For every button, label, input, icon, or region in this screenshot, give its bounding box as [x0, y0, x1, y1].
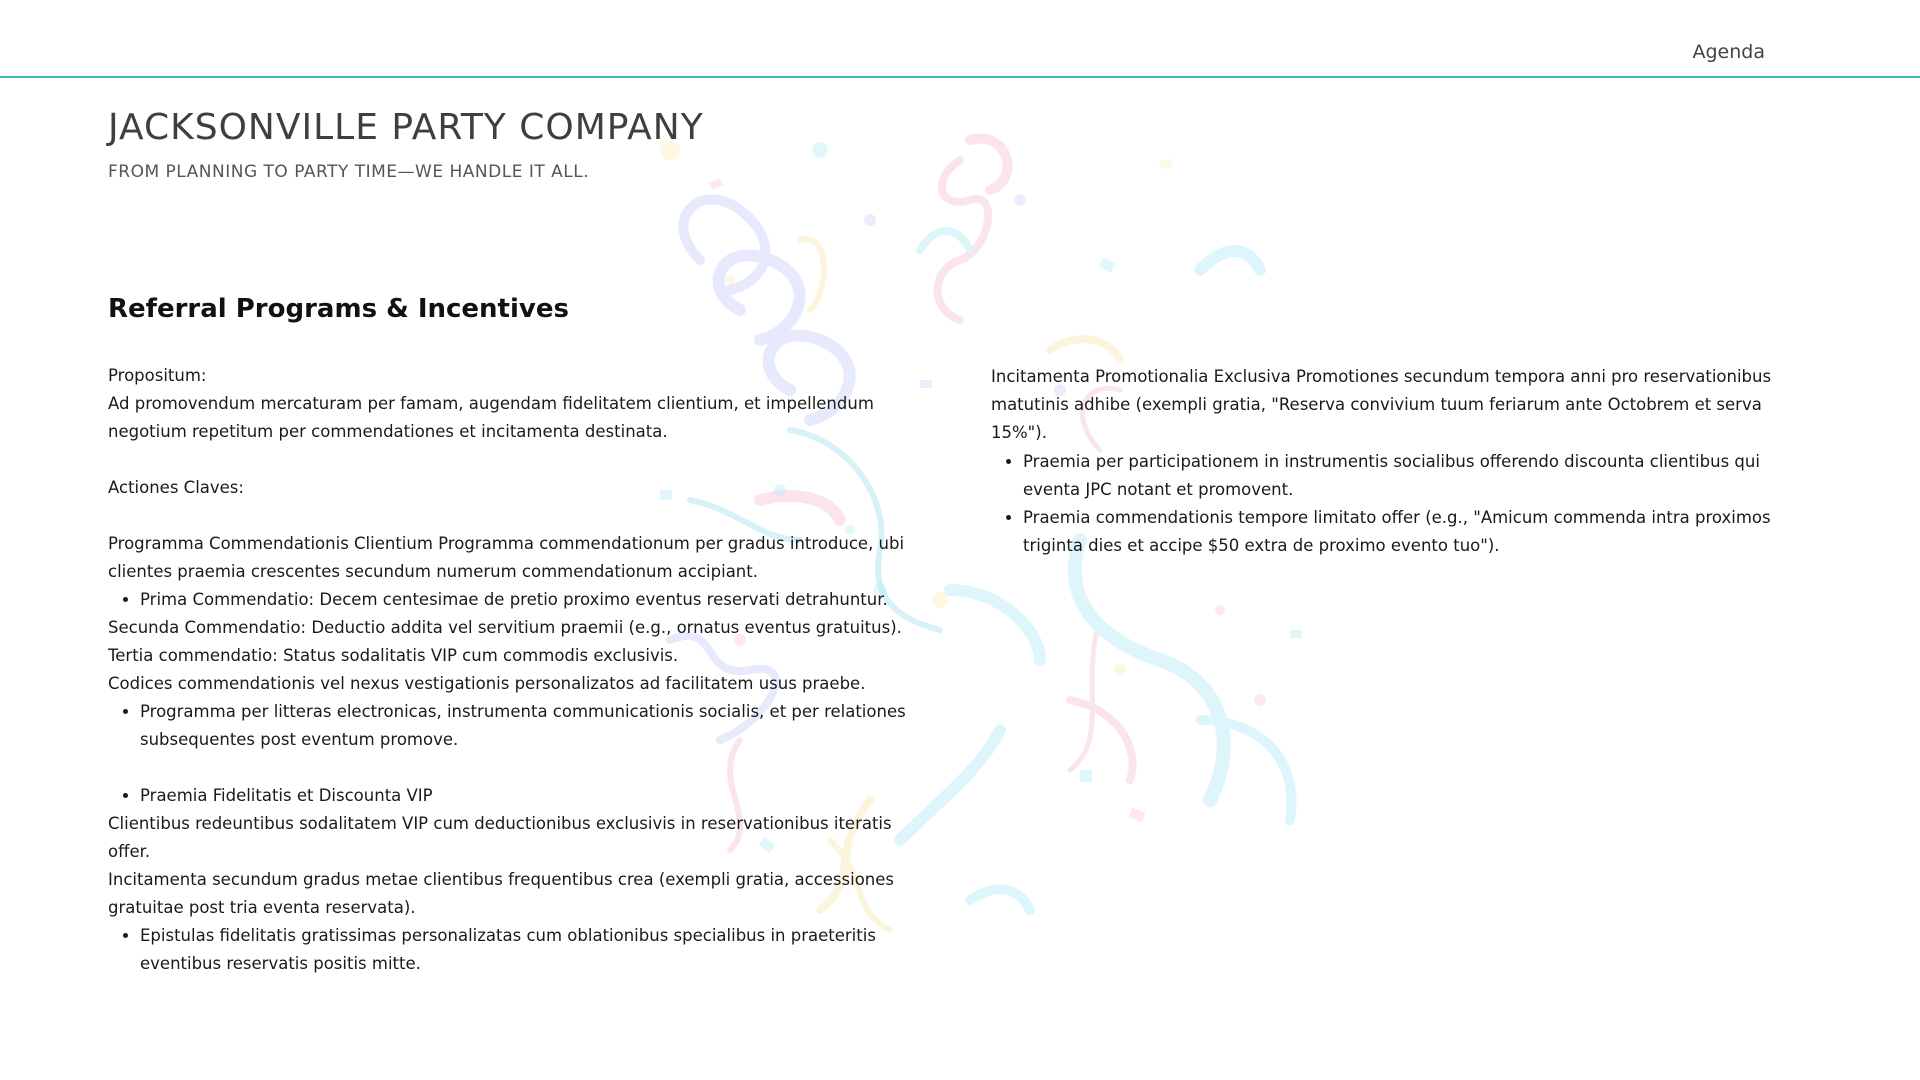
second-referral: Secunda Commendatio: Deductio addita vel servitium praemii (e.g., ornatus eventus gratuitus).	[108, 618, 902, 637]
list-item: • Epistulas fidelitatis gratissimas personalizatas cum oblationibus specialibus in praeteritis eventibus reservatis positis mitte.	[140, 922, 908, 978]
bullet-list	[108, 922, 908, 978]
bullet-list	[108, 586, 908, 614]
bullet-list	[108, 782, 908, 810]
left-column	[108, 362, 908, 978]
third-referral: Tertia commendatio: Status sodalitatis VIP cum commodis exclusivis.	[108, 646, 679, 665]
top-bar	[0, 0, 1920, 78]
vip-text: Clientibus redeuntibus sodalitatem VIP cum deductionibus exclusivis in reservationibus iteratis offer.	[108, 814, 892, 861]
section-title: Referral Programs & Incentives	[108, 294, 569, 324]
program-intro: Programma Commendationis Clientium Programma commendationum per gradus introduce, ubi clientes praemia crescentes secundum numerum commendationum accipiant.	[108, 534, 905, 581]
list-item: • Praemia Fidelitatis et Discounta VIP	[140, 782, 908, 810]
purpose-text: Ad promovendum mercaturam per famam, augendam fidelitatem clientium, et impellendum negotium repetitum per commendationes et incitamenta destinata.	[108, 394, 874, 441]
bullet-list	[108, 698, 908, 754]
codes-text: Codices commendationis vel nexus vestigationis personalizatos ad facilitatem usus praebe.	[108, 674, 866, 693]
tier-text: Incitamenta secundum gradus metae clientibus frequentibus crea (exempli gratia, accessiones gratuitae post tria eventa reservata).	[108, 870, 894, 917]
right-column	[991, 363, 1791, 560]
key-actions-label: Actiones Claves:	[108, 478, 244, 497]
list-item: • Prima Commendatio: Decem centesimae de pretio proximo eventus reservati detrahuntur.	[140, 586, 908, 614]
bullet-list	[991, 448, 1791, 560]
list-item: • Programma per litteras electronicas, instrumenta communicationis socialis, et per relationes subsequentes post eventum promove.	[140, 698, 908, 754]
company-name: JACKSONVILLE PARTY COMPANY	[108, 107, 704, 148]
tagline: FROM PLANNING TO PARTY TIME—WE HANDLE IT ALL.	[108, 162, 590, 182]
promo-text: Incitamenta Promotionalia Exclusiva Promotiones secundum tempora anni pro reservationibus matutinis adhibe (exempli gratia, "Reserva convivium tuum feriarum ante Octobrem et serva 15%").	[991, 367, 1772, 442]
list-item: • Praemia per participationem in instrumentis socialibus offerendo discounta clientibus qui eventa JPC notant et promovent.	[1023, 448, 1791, 504]
agenda-link[interactable]: Agenda	[1692, 41, 1765, 63]
purpose-label: Propositum:	[108, 366, 207, 385]
list-item: • Praemia commendationis tempore limitato offer (e.g., "Amicum commenda intra proximos triginta dies et accipe $50 extra de proximo evento tuo").	[1023, 504, 1791, 560]
page-header	[108, 104, 704, 182]
